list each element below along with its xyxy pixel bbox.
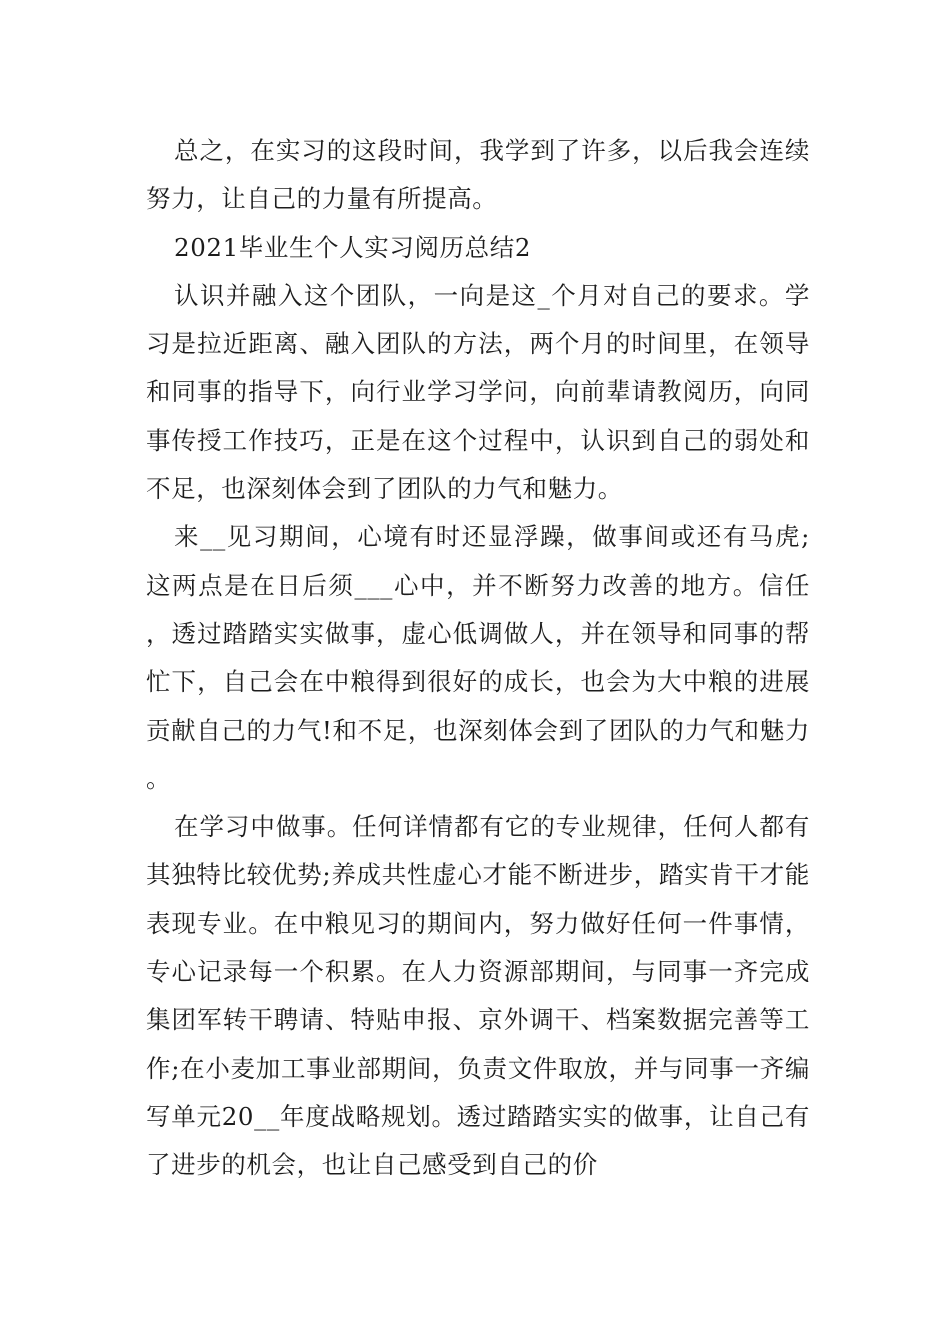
paragraph-team: 认识并融入这个团队，一向是这_个月对自己的要求。学习是拉近距离、融入团队的方法，两个月的时间里，在领导和同事的指导下，向行业学习学问，向前辈请教阅历，向同事传授工作技巧，正是在这个过程中，认识到自己的弱处和不足，也深刻体会到了团队的力气和魅力。 (146, 280, 810, 504)
paragraph-learning: 在学习中做事。任何详情都有它的专业规律，任何人都有其独特比较优势;养成共性虚心才能不断进步，踏实肯干才能表现专业。在中粮见习的期间内，努力做好任何一件事情，专心记录每一个积累。在人力资源部期间，与同事一齐完成集团军转干聘请、特贴申报、京外调干、档案数据完善等工作;在小麦加工事业部期间，负责文件取放，并与同事一齐编写单元20__年度战略规划。透过踏踏实实的做事，让自己有了进步的机会，也让自己感受到自己的价 (146, 812, 810, 1180)
section-heading: 2021毕业生个人实习阅历总结2 (174, 232, 532, 262)
paragraph-internship-period: 来__见习期间，心境有时还显浮躁，做事间或还有马虎;这两点是在日后须___心中，并不断努力改善的地方。信任，透过踏踏实实做事，虚心低调做人，并在领导和同事的帮忙下，自己会在中粮得到很好的成长，也会为大中粮的进展贡献自己的力气!和不足，也深刻体会到了团队的力气和魅力。 (146, 522, 810, 793)
document-body (146, 127, 810, 1190)
paragraph-summary: 总之，在实习的这段时间，我学到了许多，以后我会连续努力，让自己的力量有所提高。 (146, 136, 810, 214)
